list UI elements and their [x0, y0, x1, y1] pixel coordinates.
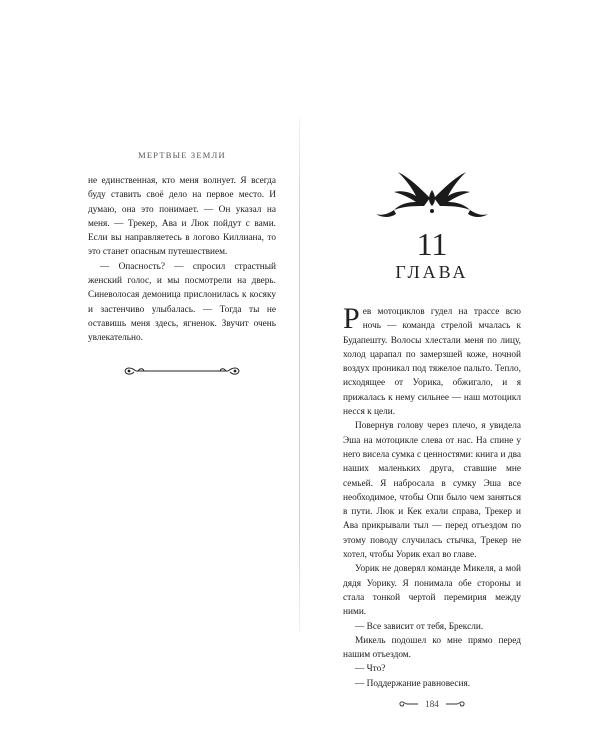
right-paragraph-1: Повернув голову через плечо, я увидела Эша на мотоцикле слева от нас. На спине у него висела сумка с ценностями: книга и два наших маленьких друга, ставшие мне семьей. Я набросала в сумку Эша все необходимое, чтобы Опи было чем заняться в пути. Люк и Кек ехали справа, Трекер и Ава прикрывали тыл — перед отъездом по этому поводу случилась стычка, Трекер не хотел, чтобы Уорик ехал во главе.: [343, 421, 521, 561]
left-page: [88, 150, 276, 378]
chapter-title: ГЛАВА: [395, 262, 469, 282]
left-paragraph-2: — Опасность? — спросил страстный женский голос, и мы посмотрели на дверь. Синеволосая демоница прислонилась к косяку и застенчиво улыбалась. — Тогда ты не оставишь меня здесь, ягненок. Звучит очень увлекательно.: [88, 261, 276, 344]
page-number-block: [343, 699, 521, 709]
drop-cap: Р: [343, 302, 360, 335]
left-paragraph-1: не единственная, кто меня волнует. Я всегда буду ставить своё дело на первое место. И думаю, она это понимает. — Он указал на меня. — Трекер, Ава и Люк пойдут с вами. Если вы направляетесь в логово Киллиана, то это станет опасным путешествием.: [88, 176, 276, 258]
swirl-ornament-icon: [445, 699, 465, 709]
first-paragraph: [343, 302, 521, 419]
scroll-divider-icon: [122, 364, 242, 378]
right-paragraph-2: Уорик не доверял команде Микеля, а мой дядя Уорику. Я понимала обе стороны и стала тонкой чертой перемирия между ними.: [343, 564, 521, 618]
first-paragraph-text: ев мотоциклов гудел на трассе всю ночь — команда стрелой мчалась к Будапешту. Волосы хлестали меня по лицу, холод царапал по замерзшей коже, ночной воздух проникал под тяжелое пальто. Тепло, исходящее от Уорика, обжигало, и я прижалась к нему сильнее — наш мотоцикл несся к цели.: [343, 307, 521, 418]
right-paragraph-6: — Поддержание равновесия.: [355, 678, 471, 689]
right-paragraph-4: Микель подошел ко мне прямо перед нашим отъездом.: [343, 635, 521, 661]
chapter-body: [343, 302, 521, 691]
right-paragraph-3: — Все зависит от тебя, Брексли.: [355, 621, 484, 632]
page-gutter: [299, 118, 300, 632]
right-page: [343, 166, 521, 709]
winged-flourish-icon: [372, 166, 492, 224]
swirl-ornament-icon: [399, 699, 419, 709]
page-number: 184: [425, 699, 439, 710]
right-paragraph-5: — Что?: [355, 664, 386, 675]
chapter-number: 11: [416, 226, 448, 262]
running-head: МЕРТВЫЕ ЗЕМЛИ: [138, 150, 226, 160]
